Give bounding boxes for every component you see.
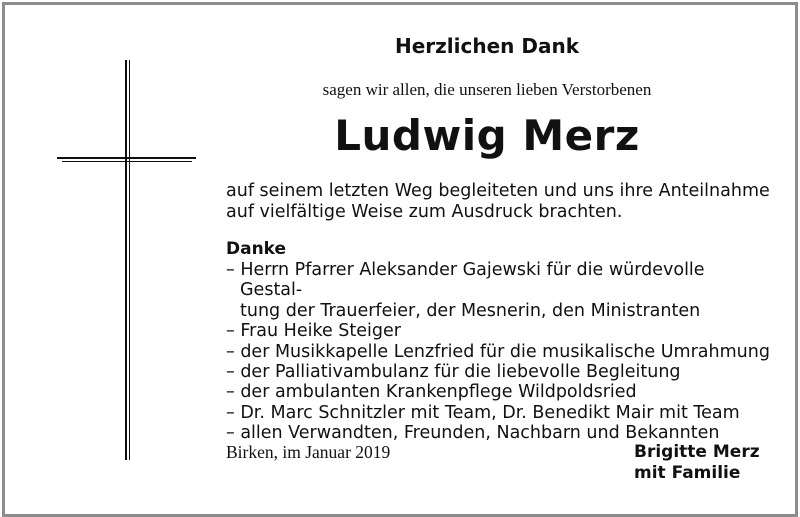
list-item: – Dr. Marc Schnitzler mit Team, Dr. Benedikt Mair mit Team (226, 402, 740, 423)
signature-family: mit Familie (634, 463, 741, 483)
body-text (226, 181, 771, 223)
list-item: – der ambulanten Krankenpflege Wildpoldsried (226, 382, 637, 403)
cross-horizontal-line (62, 161, 192, 162)
thanks-title: Danke (226, 239, 287, 259)
cross-horizontal-bar (57, 157, 196, 159)
list-item: – der Palliativambulanz für die liebevolle Begleitung (226, 362, 681, 383)
list-item-continuation: tung der Trauerfeier, der Mesnerin, den Ministranten (240, 300, 701, 321)
signature (634, 442, 760, 484)
body-line: auf seinem letzten Weg begleiteten und uns ihre Anteilnahme (226, 181, 770, 201)
place-date: Birken, im Januar 2019 (226, 442, 391, 462)
list-item: – Frau Heike Steiger (226, 321, 401, 342)
signature-name: Brigitte Merz (634, 442, 760, 462)
list-item: – Herrn Pfarrer Aleksander Gajewski für die würdevolle Gestal- (226, 260, 705, 301)
list-item: – der Musikkapelle Lenzfried für die musikalische Umrahmung (226, 341, 770, 362)
heading: Herzlichen Dank (394, 34, 579, 58)
thanks-list (226, 260, 771, 444)
body-line: auf vielfältige Weise zum Ausdruck brachten. (226, 202, 623, 222)
intro-text: sagen wir allen, die unseren lieben Verstorbenen (322, 80, 652, 99)
cross-vertical-line (129, 60, 130, 460)
cross-vertical-bar (125, 60, 127, 460)
list-item: – allen Verwandten, Freunden, Nachbarn und Bekannten (226, 423, 720, 444)
deceased-name: Ludwig Merz (334, 111, 640, 160)
